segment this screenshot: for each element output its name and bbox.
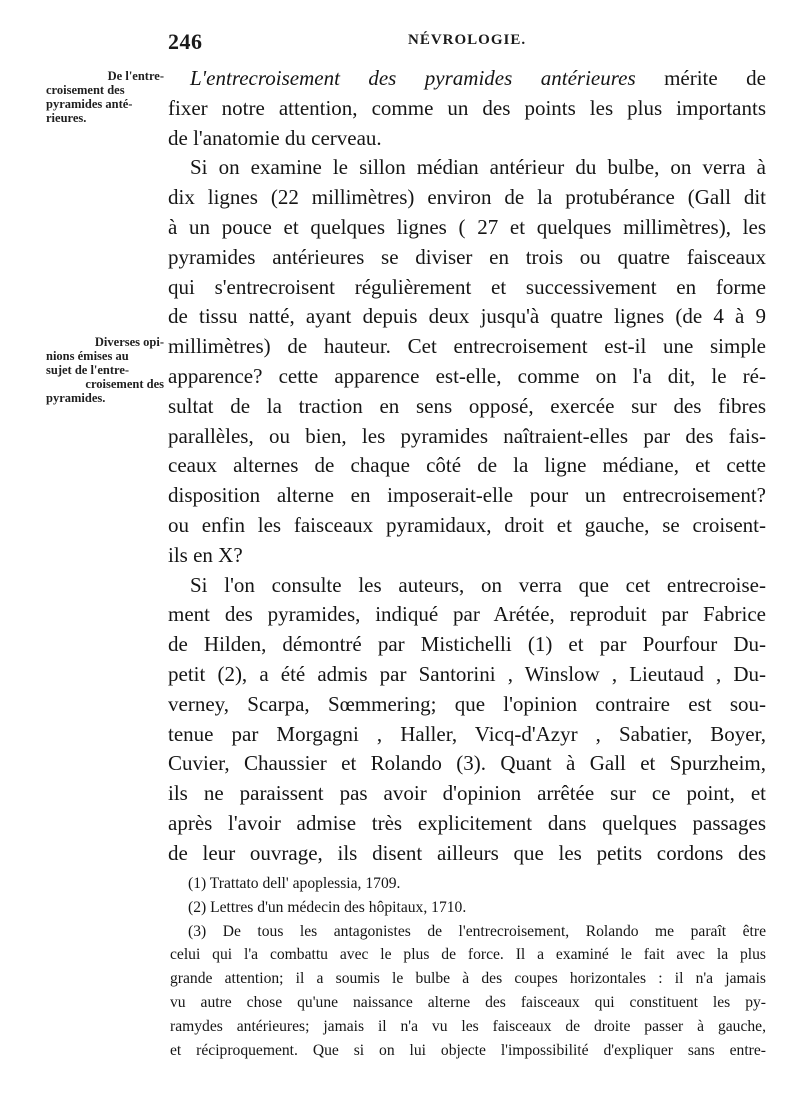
margin-note-line: nions émises au — [46, 349, 129, 363]
text-line: tenue par Morgagni , Haller, Vicq-d'Azyr , Sabatier, Boyer, — [168, 721, 766, 746]
text-line: ceaux alternes de chaque côté de la ligne médiane, et cette — [168, 453, 766, 478]
main-text — [168, 64, 766, 869]
margin-note-line: pyramides. — [46, 391, 106, 405]
page-number: 246 — [168, 29, 203, 54]
footnote-3-continuation: ramydes antérieures; jamais il n'a vu les faisceaux de droite passer à gauche, — [170, 1017, 766, 1035]
margin-note-opinions — [46, 335, 164, 405]
text-line: parallèles, ou bien, les pyramides naîtraient-elles par des fais- — [168, 423, 766, 448]
text-fragment: mérite de — [635, 66, 766, 90]
text-line: fixer notre attention, comme un des points les plus importants — [168, 95, 766, 120]
text-line: pyramides antérieures se diviser en trois ou quatre faisceaux — [168, 244, 766, 269]
text-line: Si on examine le sillon médian antérieur du bulbe, on verra à — [190, 155, 766, 180]
section-title-italic: L'entrecroisement des pyramides antérieures — [190, 66, 636, 90]
footnote-3: (3) De tous les antagonistes de l'entrecroisement, Rolando me paraît être — [188, 922, 766, 940]
text-line: ils en X? — [168, 542, 243, 567]
text-line: de leur ouvrage, ils disent ailleurs que les petits cordons des — [168, 840, 766, 865]
footnote-3-continuation: grande attention; il a soumis le bulbe à des coupes horizontales : il n'a jamais — [170, 970, 766, 988]
text-line: sultat de la traction en sens opposé, exercée sur des fibres — [168, 393, 766, 418]
text-line: ou enfin les faisceaux pyramidaux, droit et gauche, se croisent- — [168, 512, 766, 537]
text-line: millimètres) de hauteur. Cet entrecroisement est-il une simple — [168, 334, 766, 359]
text-line: disposition alterne en imposerait-elle pour un entrecroisement? — [168, 483, 766, 508]
text-line: Cuvier, Chaussier et Rolando (3). Quant à Gall et Spurzheim, — [168, 751, 766, 776]
footnote-1: (1) Trattato dell' apoplessia, 1709. — [188, 875, 401, 892]
footnote-3-continuation: et réciproquement. Que si on lui objecte l'impossibilité d'expliquer sans entre- — [170, 1041, 766, 1059]
text-line: apparence? cette apparence est-elle, comme on l'a dit, le ré- — [168, 363, 766, 388]
text-line: qui s'entrecroisent régulièrement et successivement en forme — [168, 274, 766, 299]
text-line: Si l'on consulte les auteurs, on verra que cet entrecroise- — [190, 572, 766, 597]
margin-note-line: sujet de l'entre- — [46, 363, 130, 377]
text-line: verney, Scarpa, Sœmmering; que l'opinion contraire est sou- — [168, 691, 766, 716]
footnote-3-continuation: vu autre chose qu'une naissance alterne des faisceaux qui constituent les py- — [170, 993, 766, 1011]
margin-note-entrecroisement — [46, 69, 164, 125]
margin-note-line: croisement des — [85, 377, 164, 391]
footnotes — [170, 872, 766, 1062]
text-line: après l'avoir admise très explicitement dans quelques passages — [168, 810, 766, 835]
margin-note-line: De l'entre- — [107, 69, 164, 83]
margin-note-line: Diverses opi- — [94, 335, 164, 349]
text-line — [168, 64, 766, 94]
margin-note-line: pyramides anté- — [46, 97, 133, 111]
margin-note-line: rieures. — [46, 111, 87, 125]
text-line: de l'anatomie du cerveau. — [168, 125, 382, 150]
running-head: NÉVROLOGIE. — [408, 32, 527, 48]
text-line: à un pouce et quelques lignes ( 27 et quelques millimètres), les — [168, 214, 766, 239]
margin-note-line: croisement des — [46, 83, 125, 97]
text-line: ils ne paraissent pas avoir d'opinion arrêtée sur ce point, et — [168, 781, 766, 806]
footnote-3-continuation: celui qui l'a combattu avec le plus de force. Il a examiné le fait avec la plus — [170, 946, 766, 964]
text-line: de Hilden, démontré par Mistichelli (1) et par Pourfour Du- — [168, 632, 766, 657]
footnote-2: (2) Lettres d'un médecin des hôpitaux, 1710. — [188, 898, 467, 916]
text-line: petit (2), a été admis par Santorini , Winslow , Lieutaud , Du- — [168, 661, 766, 686]
text-line: de tissu natté, ayant depuis deux jusqu'à quatre lignes (de 4 à 9 — [168, 304, 766, 329]
text-line: dix lignes (22 millimètres) environ de la protubérance (Gall dit — [168, 185, 766, 210]
text-line: ment des pyramides, indiqué par Arétée, reproduit par Fabrice — [168, 602, 766, 627]
